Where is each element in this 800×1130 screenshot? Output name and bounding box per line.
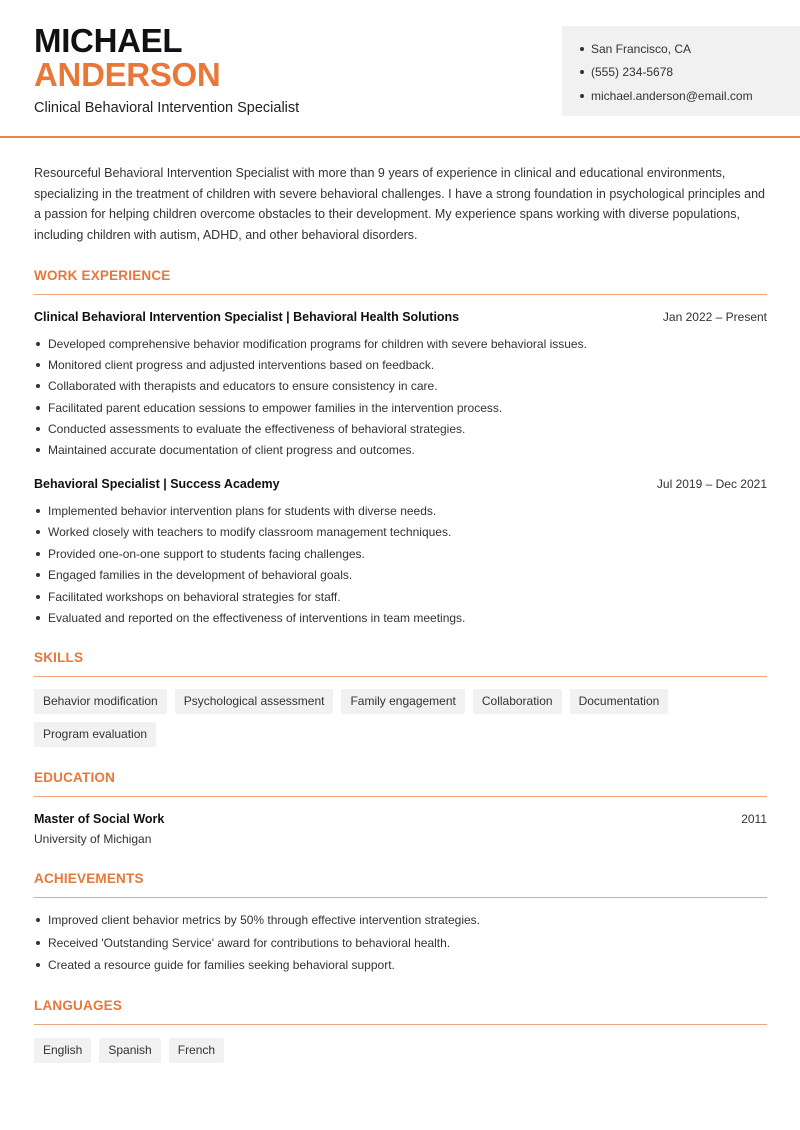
language-chip: Spanish xyxy=(99,1038,160,1063)
language-chip: French xyxy=(169,1038,224,1063)
bullet-icon xyxy=(36,963,40,967)
bullet-icon xyxy=(36,363,40,367)
bullet-text: Collaborated with therapists and educators to ensure consistency in care. xyxy=(48,379,438,394)
job-title: Clinical Behavioral Intervention Specialist xyxy=(34,100,300,116)
bullet-text: Developed comprehensive behavior modification programs for children with severe behavioral issues. xyxy=(48,336,587,351)
job-bullets xyxy=(34,333,767,461)
bullet-text: Maintained accurate documentation of client progress and outcomes. xyxy=(48,443,415,458)
skill-chip: Family engagement xyxy=(341,689,464,714)
phone-text: (555) 234-5678 xyxy=(591,65,674,80)
skill-chip: Behavior modification xyxy=(34,689,167,714)
bullet-text: Improved client behavior metrics by 50% through effective intervention strategies. xyxy=(48,913,480,928)
list-item xyxy=(34,418,767,439)
section-title-skills: SKILLS xyxy=(34,650,84,665)
education-header xyxy=(34,812,767,826)
location-text: San Francisco, CA xyxy=(591,41,692,56)
job-role: Clinical Behavioral Intervention Specialist | Behavioral Health Solutions xyxy=(34,310,460,324)
bullet-icon xyxy=(36,616,40,620)
bullet-text: Received 'Outstanding Service' award for contributions to behavioral health. xyxy=(48,935,451,950)
contact-email[interactable] xyxy=(580,84,800,108)
degree: Master of Social Work xyxy=(34,812,165,826)
section-divider xyxy=(34,1024,767,1025)
achievements-list xyxy=(34,909,767,977)
graduation-year: 2011 xyxy=(741,812,767,826)
job-header xyxy=(34,477,767,491)
skill-chip: Collaboration xyxy=(473,689,562,714)
first-name: MICHAEL xyxy=(34,22,183,59)
section-title-education: EDUCATION xyxy=(34,770,116,785)
email-text[interactable]: michael.anderson@email.com xyxy=(591,88,753,103)
list-item xyxy=(34,522,767,544)
bullet-text: Created a resource guide for families seeking behavioral support. xyxy=(48,958,395,973)
skill-chip: Program evaluation xyxy=(34,722,156,747)
list-item xyxy=(34,543,767,565)
bullet-text: Implemented behavior intervention plans for students with diverse needs. xyxy=(48,503,437,518)
section-divider xyxy=(34,796,767,797)
job-dates: Jan 2022 – Present xyxy=(662,310,767,324)
bullet-icon xyxy=(36,509,40,513)
bullet-icon xyxy=(36,406,40,410)
contact-phone xyxy=(580,61,800,85)
bullet-text: Provided one-on-one support to students facing challenges. xyxy=(48,546,365,561)
section-title-languages: LANGUAGES xyxy=(34,998,123,1013)
bullet-icon xyxy=(36,552,40,556)
skills-list xyxy=(34,689,694,747)
section-title-achievements: ACHIEVEMENTS xyxy=(34,871,144,886)
language-chip: English xyxy=(34,1038,91,1063)
contact-box xyxy=(562,26,800,116)
bullet-icon xyxy=(36,427,40,431)
section-title-work: WORK EXPERIENCE xyxy=(34,268,171,283)
school-name: University of Michigan xyxy=(34,832,152,846)
bullet-icon xyxy=(36,342,40,346)
resume-header xyxy=(0,0,800,138)
bullet-icon xyxy=(36,530,40,534)
list-item xyxy=(34,333,767,354)
list-item xyxy=(34,439,767,460)
section-divider xyxy=(34,676,767,677)
list-item xyxy=(34,586,767,608)
bullet-text: Monitored client progress and adjusted interventions based on feedback. xyxy=(48,357,435,372)
languages-list xyxy=(34,1038,694,1063)
list-item xyxy=(34,932,767,955)
bullet-icon xyxy=(580,47,584,51)
list-item xyxy=(34,954,767,977)
bullet-icon xyxy=(36,448,40,452)
bullet-icon xyxy=(36,918,40,922)
list-item xyxy=(34,909,767,932)
summary-text: Resourceful Behavioral Intervention Specialist with more than 9 years of experience in clinical and educational environments, specializing in the treatment of children with severe behavioral challenges. I have a strong foundation in psychological principles and a passion for helping children overcome obstacles to their development. My experience spans working with diverse populations, including children with autism, ADHD, and other behavioral disorders. xyxy=(34,166,765,242)
bullet-icon xyxy=(580,94,584,98)
job-dates: Jul 2019 – Dec 2021 xyxy=(656,477,767,491)
list-item xyxy=(34,397,767,418)
skill-chip: Psychological assessment xyxy=(175,689,334,714)
bullet-icon xyxy=(36,941,40,945)
job-bullets xyxy=(34,500,767,629)
section-divider xyxy=(34,294,767,295)
bullet-text: Engaged families in the development of behavioral goals. xyxy=(48,568,353,583)
list-item xyxy=(34,376,767,397)
job-header xyxy=(34,310,767,324)
section-divider xyxy=(34,897,767,898)
list-item xyxy=(34,565,767,587)
skill-chip: Documentation xyxy=(570,689,669,714)
bullet-text: Facilitated workshops on behavioral strategies for staff. xyxy=(48,589,341,604)
last-name: ANDERSON xyxy=(34,56,221,93)
bullet-icon xyxy=(36,573,40,577)
bullet-text: Evaluated and reported on the effectiveness of interventions in team meetings. xyxy=(48,611,466,626)
contact-location xyxy=(580,37,800,61)
bullet-icon xyxy=(36,384,40,388)
list-item xyxy=(34,354,767,375)
bullet-text: Conducted assessments to evaluate the effectiveness of behavioral strategies. xyxy=(48,421,466,436)
list-item xyxy=(34,608,767,630)
bullet-text: Facilitated parent education sessions to empower families in the intervention process. xyxy=(48,400,503,415)
bullet-text: Worked closely with teachers to modify classroom management techniques. xyxy=(48,525,452,540)
bullet-icon xyxy=(36,595,40,599)
bullet-icon xyxy=(580,70,584,74)
job-role: Behavioral Specialist | Success Academy xyxy=(34,477,280,491)
list-item xyxy=(34,500,767,522)
